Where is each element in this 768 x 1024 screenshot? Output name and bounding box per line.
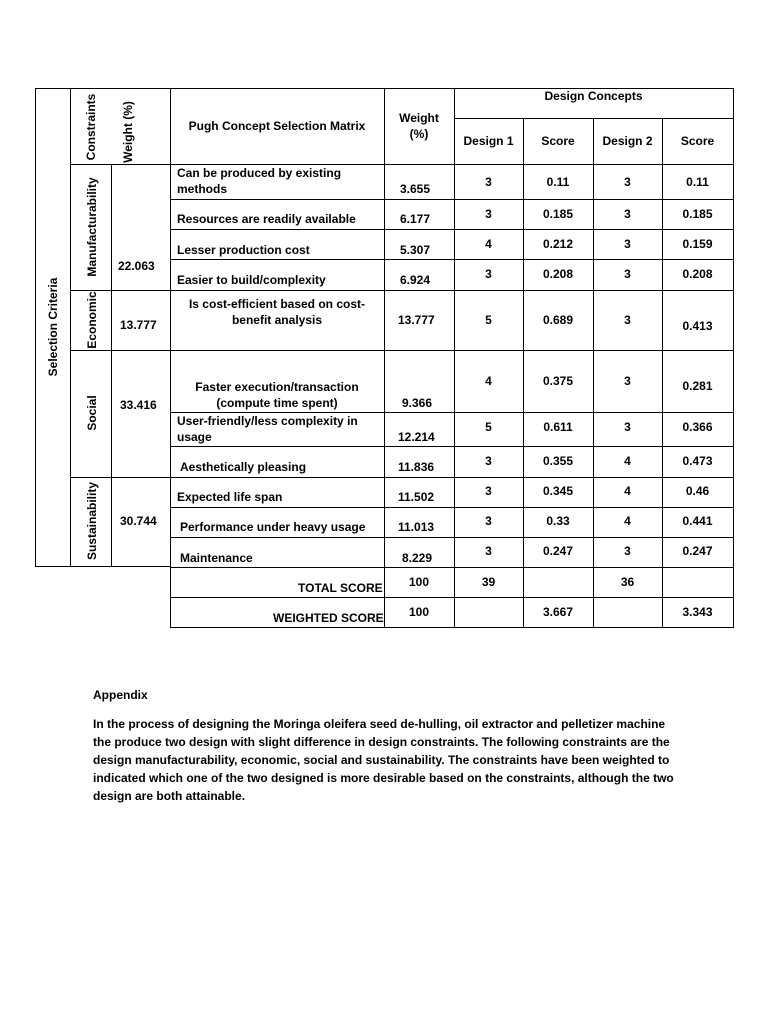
design1-rating: 4	[485, 374, 492, 388]
design2-rating: 3	[624, 237, 631, 251]
design2-rating: 3	[624, 267, 631, 281]
group-name: Sustainability	[85, 481, 99, 561]
design1-rating: 3	[485, 544, 492, 558]
group-name: Manufacturability	[85, 177, 99, 277]
design1-score: 0.208	[542, 267, 574, 281]
design1-score: 0.33	[546, 514, 570, 528]
criterion-line: Aesthetically pleasing	[180, 460, 307, 474]
total-design1: 39	[481, 575, 496, 589]
matrix-title: Pugh Concept Selection Matrix	[188, 119, 366, 133]
constraints-header: Constraints	[84, 93, 98, 161]
design2-rating: 3	[624, 374, 631, 388]
group-weight: 33.416	[120, 398, 157, 412]
design1-score: 0.375	[542, 374, 574, 388]
design2-score: 0.366	[682, 420, 713, 434]
design2-score: 0.413	[682, 319, 713, 333]
design2-score: 0.247	[682, 544, 713, 558]
design1-score: 0.611	[543, 420, 573, 434]
criterion-line: Is cost-efficient based on cost-	[188, 297, 366, 311]
criterion-line: User-friendly/less complexity in	[177, 414, 358, 428]
design1-rating: 3	[485, 514, 492, 528]
weighted-score1: 3.667	[542, 605, 574, 619]
score2-header: Score	[680, 134, 715, 148]
design2-rating: 3	[624, 420, 631, 434]
score1-header: Score	[541, 134, 575, 148]
criterion-line: methods	[177, 182, 228, 196]
design1-rating: 3	[485, 267, 492, 281]
selection-criteria-label: Selection Criteria	[46, 277, 60, 377]
design1-rating: 3	[485, 454, 492, 468]
criterion-line: Lesser production cost	[177, 243, 310, 257]
criterion-weight: 13.777	[398, 313, 435, 327]
appendix-body: In the process of designing the Moringa oleifera seed de-hulling, oil extractor and pelletizer machine the produce two design with slight difference in design constraints. The following constraints are the design manufacturability, economic, social and sustainability. The constraints have been weighted to indicated which one of the two designed is more desirable based on the constraints, although the two design are both attainable.	[93, 717, 674, 803]
criterion-line: benefit analysis	[231, 313, 323, 327]
group-weight: 13.777	[120, 318, 157, 332]
design1-rating: 3	[485, 175, 492, 189]
design2-rating: 3	[624, 175, 631, 189]
design1-rating: 3	[485, 484, 492, 498]
design2-rating: 4	[624, 454, 631, 468]
criterion-line: Resources are readily available	[177, 212, 356, 226]
design1-score: 0.355	[542, 454, 574, 468]
total-weight: 100	[408, 575, 430, 589]
weight-vertical-header: Weight (%)	[121, 101, 135, 163]
criterion-line: Faster execution/transaction	[195, 380, 359, 394]
criterion-weight: 11.013	[398, 520, 435, 534]
criterion-weight: 3.655	[400, 182, 431, 196]
criterion-line: Easier to build/complexity	[177, 273, 326, 287]
design1-score: 0.345	[542, 484, 574, 498]
design2-header: Design 2	[602, 134, 653, 148]
criterion-weight: 5.307	[400, 243, 431, 257]
criterion-line: Can be produced by existing	[177, 166, 342, 180]
criterion-weight: 11.836	[398, 460, 435, 474]
design2-rating: 4	[624, 514, 631, 528]
criterion-weight: 9.366	[402, 396, 433, 410]
design2-score: 0.473	[682, 454, 713, 468]
design1-score: 0.212	[542, 237, 574, 251]
design-concepts-header: Design Concepts	[544, 89, 643, 103]
design1-score: 0.689	[542, 313, 574, 327]
design1-score: 0.11	[546, 175, 570, 189]
design2-score: 0.46	[685, 484, 710, 498]
criterion-line: usage	[177, 430, 212, 444]
design2-score: 0.159	[682, 237, 713, 251]
design2-rating: 3	[624, 207, 631, 221]
design2-score: 0.11	[686, 175, 709, 189]
criterion-weight: 6.924	[400, 273, 431, 287]
weighted-score2: 3.343	[682, 605, 713, 619]
design1-rating: 3	[485, 207, 492, 221]
design2-score: 0.185	[682, 207, 713, 221]
appendix-title: Appendix	[93, 688, 148, 702]
design1-header: Design 1	[463, 134, 514, 148]
design2-rating: 3	[624, 544, 631, 558]
group-weight: 22.063	[118, 259, 155, 273]
design1-rating: 5	[485, 420, 492, 434]
criterion-line: Expected life span	[177, 490, 283, 504]
design1-score: 0.185	[542, 207, 574, 221]
weighted-weight: 100	[408, 605, 430, 619]
weight-header-line2: (%)	[409, 127, 429, 141]
total-score-label: TOTAL SCORE	[298, 581, 383, 595]
weight-header-line1: Weight	[399, 111, 439, 125]
criterion-weight: 8.229	[402, 551, 433, 565]
group-name: Economic	[85, 291, 99, 349]
total-design2: 36	[620, 575, 635, 589]
design2-score: 0.208	[682, 267, 713, 281]
group-name: Social	[85, 395, 99, 431]
design2-rating: 4	[624, 484, 631, 498]
design1-rating: 5	[485, 313, 492, 327]
design1-rating: 4	[485, 237, 492, 251]
design2-score: 0.281	[682, 379, 713, 393]
criterion-weight: 12.214	[398, 430, 435, 444]
criterion-line: Performance under heavy usage	[180, 520, 366, 534]
criterion-weight: 11.502	[398, 490, 435, 504]
design1-score: 0.247	[542, 544, 574, 558]
design2-score: 0.441	[682, 514, 713, 528]
design2-rating: 3	[624, 313, 631, 327]
criterion-weight: 6.177	[400, 212, 431, 226]
criterion-line: (compute time spent)	[216, 396, 338, 410]
weighted-score-label: WEIGHTED SCORE	[273, 611, 384, 625]
group-weight: 30.744	[120, 514, 157, 528]
criterion-line: Maintenance	[180, 551, 253, 565]
